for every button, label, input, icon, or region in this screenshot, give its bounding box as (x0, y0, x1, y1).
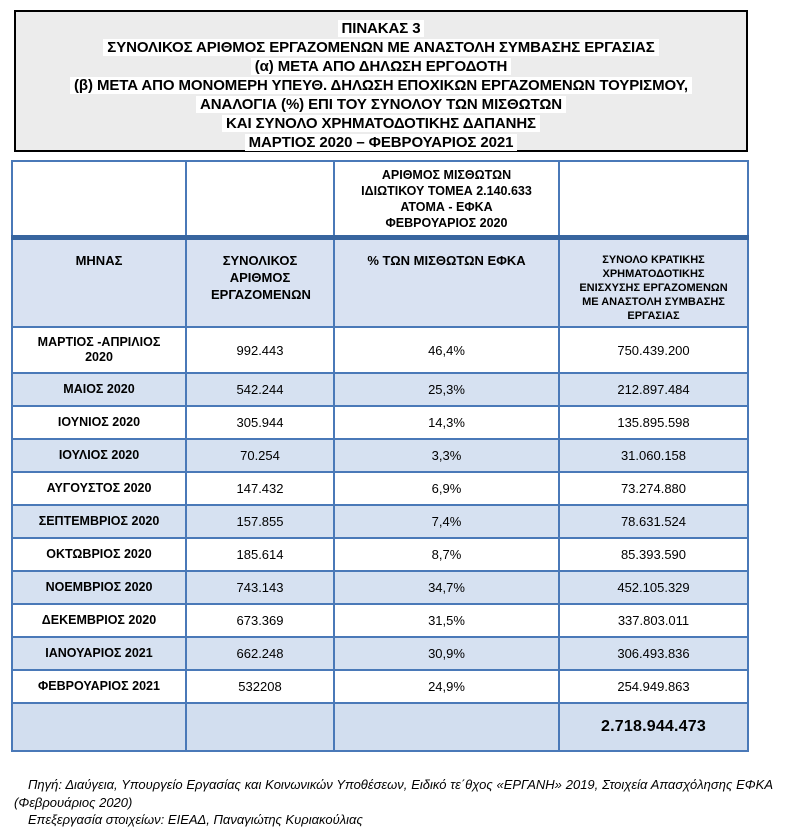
workers-cell: 70.254 (186, 439, 334, 472)
table-row (12, 505, 748, 538)
footer (0, 776, 787, 829)
workers-cell: 992.443 (186, 327, 334, 373)
funding-cell: 212.897.484 (559, 373, 748, 406)
table-row (12, 327, 748, 373)
month-cell: ΙΑΝΟΥΑΡΙΟΣ 2021 (12, 637, 186, 670)
title-line-5-text: ΑΝΑΛΟΓΙΑ (%) ΕΠΙ ΤΟΥ ΣΥΝΟΛΟΥ ΤΩΝ ΜΙΣΘΩΤΩΝ (196, 96, 566, 113)
pct-cell: 6,9% (334, 472, 559, 505)
title-box (14, 10, 748, 152)
column-header-pct-efka: % ΤΩΝ ΜΙΣΘΩΤΩΝ ΕΦΚΑ (334, 237, 559, 327)
suspension-table (11, 160, 749, 752)
info-cell-empty-2 (186, 161, 334, 237)
title-line-5 (16, 95, 746, 114)
table-row (12, 439, 748, 472)
month-cell: ΦΕΒΡΟΥΑΡΙΟΣ 2021 (12, 670, 186, 703)
funding-cell: 452.105.329 (559, 571, 748, 604)
funding-cell: 306.493.836 (559, 637, 748, 670)
title-line-6 (16, 114, 746, 133)
table-row (12, 637, 748, 670)
total-cell-empty-1 (12, 703, 186, 751)
table-header-row (12, 237, 748, 327)
wage-earners-note: ΑΡΙΘΜΟΣ ΜΙΣΘΩΤΩΝ ΙΔΙΩΤΙΚΟΥ ΤΟΜΕΑ 2.140.633 ΑΤΟΜΑ - ΕΦΚΑ ΦΕΒΡΟΥΑΡΙΟΣ 2020 (334, 161, 559, 237)
credit-note: Επεξεργασία στοιχείων: ΕΙΕΑΔ, Παναγιώτης Κυριακούλιας (28, 812, 363, 827)
workers-cell: 305.944 (186, 406, 334, 439)
workers-cell: 542.244 (186, 373, 334, 406)
month-cell: ΝΟΕΜΒΡΙΟΣ 2020 (12, 571, 186, 604)
total-funding-value: 2.718.944.473 (559, 703, 748, 751)
funding-cell: 73.274.880 (559, 472, 748, 505)
total-cell-empty-2 (186, 703, 334, 751)
pct-cell: 25,3% (334, 373, 559, 406)
title-line-1-text: ΠΙΝΑΚΑΣ 3 (338, 20, 425, 37)
workers-cell: 673.369 (186, 604, 334, 637)
table-row (12, 406, 748, 439)
pct-cell: 46,4% (334, 327, 559, 373)
title-line-1 (16, 19, 746, 38)
workers-cell: 147.432 (186, 472, 334, 505)
column-header-month: ΜΗΝΑΣ (12, 237, 186, 327)
table-row (12, 538, 748, 571)
funding-cell: 254.949.863 (559, 670, 748, 703)
month-cell: ΣΕΠΤΕΜΒΡΙΟΣ 2020 (12, 505, 186, 538)
funding-cell: 337.803.011 (559, 604, 748, 637)
title-line-3-text: (α) ΜΕΤΑ ΑΠΟ ΔΗΛΩΣΗ ΕΡΓΟΔΟΤΗ (251, 58, 512, 75)
month-cell: ΔΕΚΕΜΒΡΙΟΣ 2020 (12, 604, 186, 637)
pct-cell: 30,9% (334, 637, 559, 670)
workers-cell: 532208 (186, 670, 334, 703)
title-line-4-text: (β) ΜΕΤΑ ΑΠΟ ΜΟΝΟΜΕΡΗ ΥΠΕΥΘ. ΔΗΛΩΣΗ ΕΠΟΧΙΚΩΝ ΕΡΓΑΖΟΜΕΝΩΝ ΤΟΥΡΙΣΜΟΥ, (70, 77, 692, 94)
table-row (12, 571, 748, 604)
funding-cell: 31.060.158 (559, 439, 748, 472)
title-line-4 (16, 76, 746, 95)
month-cell: ΑΥΓΟΥΣΤΟΣ 2020 (12, 472, 186, 505)
info-row (12, 161, 748, 237)
workers-cell: 157.855 (186, 505, 334, 538)
funding-cell: 85.393.590 (559, 538, 748, 571)
workers-cell: 185.614 (186, 538, 334, 571)
title-line-7-text: ΜΑΡΤΙΟΣ 2020 – ΦΕΒΡΟΥΑΡΙΟΣ 2021 (245, 134, 518, 151)
funding-cell: 135.895.598 (559, 406, 748, 439)
workers-cell: 662.248 (186, 637, 334, 670)
table-row (12, 604, 748, 637)
title-line-2-text: ΣΥΝΟΛΙΚΟΣ ΑΡΙΘΜΟΣ ΕΡΓΑΖΟΜΕΝΩΝ ΜΕ ΑΝΑΣΤΟΛΗ ΣΥΜΒΑΣΗΣ ΕΡΓΑΣΙΑΣ (103, 39, 658, 56)
title-line-3 (16, 57, 746, 76)
month-cell: ΜΑΡΤΙΟΣ -ΑΠΡΙΛΙΟΣ 2020 (12, 327, 186, 373)
pct-cell: 34,7% (334, 571, 559, 604)
table-row (12, 373, 748, 406)
pct-cell: 3,3% (334, 439, 559, 472)
total-row (12, 703, 748, 751)
table-row (12, 670, 748, 703)
month-cell: ΙΟΥΝΙΟΣ 2020 (12, 406, 186, 439)
source-note: Πηγή: Διαύγεια, Υπουργείο Εργασίας και Κοινωνικών Υποθέσεων, Ειδικό τε΄θχος «ΕΡΓΑΝΗ» 2019, Στοιχεία Απασχόλησης ΕΦΚΑ (Φεβρουάριος 2020) (14, 777, 773, 810)
month-cell: ΙΟΥΛΙΟΣ 2020 (12, 439, 186, 472)
pct-cell: 8,7% (334, 538, 559, 571)
month-cell: ΟΚΤΩΒΡΙΟΣ 2020 (12, 538, 186, 571)
workers-cell: 743.143 (186, 571, 334, 604)
pct-cell: 7,4% (334, 505, 559, 538)
title-line-2 (16, 38, 746, 57)
info-cell-empty-1 (12, 161, 186, 237)
pct-cell: 31,5% (334, 604, 559, 637)
pct-cell: 24,9% (334, 670, 559, 703)
title-line-6-text: ΚΑΙ ΣΥΝΟΛΟ ΧΡΗΜΑΤΟΔΟΤΙΚΗΣ ΔΑΠΑΝΗΣ (222, 115, 540, 132)
column-header-total-workers: ΣΥΝΟΛΙΚΟΣ ΑΡΙΘΜΟΣ ΕΡΓΑΖΟΜΕΝΩΝ (186, 237, 334, 327)
total-cell-empty-3 (334, 703, 559, 751)
title-line-7 (16, 133, 746, 152)
month-cell: ΜΑΙΟΣ 2020 (12, 373, 186, 406)
column-header-state-funding: ΣΥΝΟΛΟ ΚΡΑΤΙΚΗΣ ΧΡΗΜΑΤΟΔΟΤΙΚΗΣ ΕΝΙΣΧΥΣΗΣ ΕΡΓΑΖΟΜΕΝΩΝ ΜΕ ΑΝΑΣΤΟΛΗ ΣΥΜΒΑΣΗΣ ΕΡΓΑΣΙΑΣ (559, 237, 748, 327)
funding-cell: 78.631.524 (559, 505, 748, 538)
info-cell-empty-3 (559, 161, 748, 237)
pct-cell: 14,3% (334, 406, 559, 439)
table-row (12, 472, 748, 505)
funding-cell: 750.439.200 (559, 327, 748, 373)
